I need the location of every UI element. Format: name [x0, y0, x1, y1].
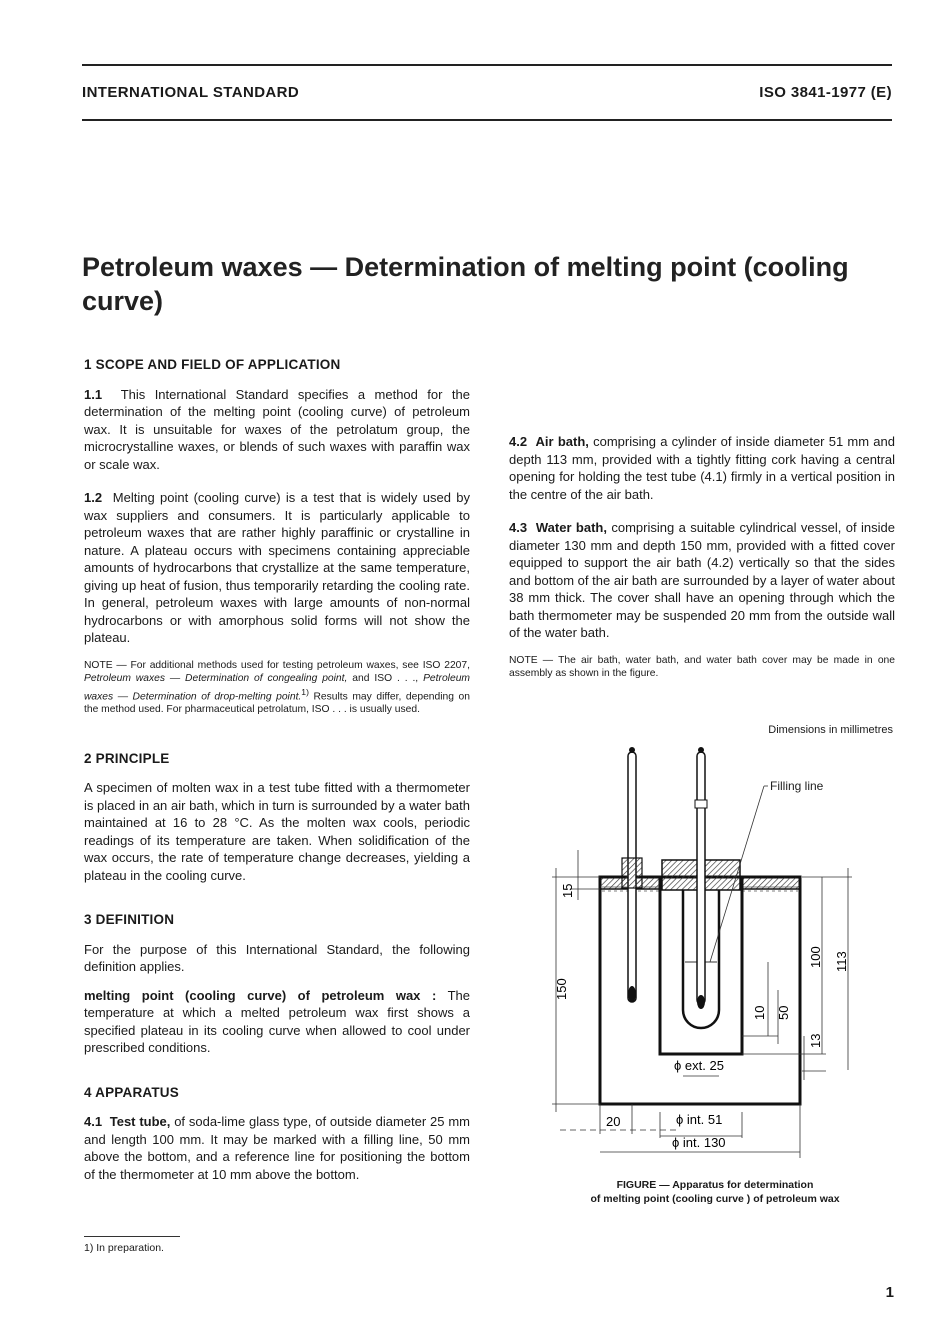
figure-caption-line-2: of melting point (cooling curve ) of petroleum wax	[590, 1193, 840, 1205]
definition-intro: For the purpose of this International Standard, the following definition applies.	[84, 941, 470, 975]
dim-20: 20	[606, 1114, 621, 1129]
filling-line-label: Filling line	[770, 779, 824, 793]
dim-113: 113	[834, 951, 849, 972]
left-column	[84, 356, 470, 1183]
page-number: 1	[885, 1284, 894, 1301]
footnote: 1) In preparation.	[84, 1242, 164, 1254]
clause-label: Water bath,	[535, 520, 607, 535]
top-rule	[82, 64, 892, 66]
footnote-reference: 1)	[301, 686, 309, 697]
clause-text: Melting point (cooling curve) is a test that is widely used by wax suppliers and consumers. It is particularly applicable to petroleum waxes that are rather highly paraffinic or crystalline in nature. A plateau occurs with specimens containing appreciable amounts of hydrocarbons that crystallize at the same temperature, giving up heat of fusion, thus temporarily retarding the cooling rate. In general, petroleum waxes with large amounts of non-normal hydrocarbons or with amorphous solid forms will not show the plateau.	[84, 490, 470, 645]
section-3-heading: 3 DEFINITION	[84, 912, 175, 928]
thermometer-clip	[695, 800, 707, 808]
dim-50: 50	[776, 1005, 791, 1020]
note-1	[84, 659, 470, 717]
dim-10: 10	[752, 1005, 767, 1020]
document-title: Petroleum waxes — Determination of melting point (cooling curve)	[82, 252, 849, 316]
header-rule	[82, 119, 892, 121]
clause-1-1	[84, 386, 470, 474]
dim-int-51: ϕ int. 51	[676, 1112, 723, 1127]
header-document-number: ISO 3841-1977 (E)	[759, 84, 892, 101]
note-text: NOTE — For additional methods used for testing petroleum waxes, see ISO 2207,	[84, 659, 470, 671]
definition-term: melting point (cooling curve) of petroleum wax :	[84, 987, 437, 1003]
thermometer-top	[698, 747, 704, 753]
clause-number: 1.1	[84, 386, 103, 402]
clause-text: of soda-lime glass type, of outside diameter 25 mm and length 100 mm. It may be marked with a filling line, 50 mm above the bottom, and a reference line for positioning the bottom of the thermometer at 10 mm above the bottom.	[84, 1114, 470, 1182]
thermometer-holder	[622, 858, 642, 888]
right-column	[509, 356, 895, 681]
note-text: and ISO . . .,	[352, 673, 419, 684]
dim-ext-25: ϕ ext. 25	[674, 1058, 724, 1073]
definition-text: The temperature at which a melted petroleum wax first shows a specified plateau in its cooling curve when allowed to cool under prescribed conditions.	[84, 987, 470, 1056]
figure-caption-line-1: FIGURE — Apparatus for determination	[616, 1179, 814, 1191]
dim-100: 100	[808, 946, 823, 968]
clause-number: 4.2	[509, 434, 528, 449]
note-2: NOTE — The air bath, water bath, and water bath cover may be made in one assembly as shown in the figure.	[509, 654, 895, 679]
apparatus-figure	[520, 740, 900, 1160]
clause-text: comprising a suitable cylindrical vessel, of inside diameter 130 mm and depth 150 mm, provided with a fitted cover equipped to support the air bath (4.2) vertically so that the sides and bottom of the air bath are surrounded by a layer of water about 38 mm thick. The cover shall have an opening through which the bath thermometer may be suspended 20 mm from the outside wall of the water bath.	[509, 520, 895, 640]
definition-term-block	[84, 987, 470, 1057]
dim-13: 13	[808, 1033, 823, 1048]
header-standard-label: INTERNATIONAL STANDARD	[82, 84, 300, 101]
clause-label: Air bath,	[535, 434, 589, 449]
thermometer-bulb	[628, 986, 636, 1002]
dim-15: 15	[560, 883, 575, 898]
section-4-heading: 4 APPARATUS	[84, 1084, 179, 1100]
principle-text: A specimen of molten wax in a test tube fitted with a thermometer is placed in an air bath, which in turn is surrounded by a water bath maintained at 16 to 28 °C. As the molten wax cools, periodic readings of its temperature are taken. When solidification of the wax occurs, the rate of temperature change decreases, yielding a plateau in the cooling curve.	[84, 780, 470, 883]
clause-number: 4.1	[84, 1114, 103, 1130]
clause-1-2	[84, 489, 470, 647]
note-text-italic: Petroleum waxes — Determination of drop-melting point.	[84, 673, 470, 702]
dimension-lines-right	[742, 868, 852, 1080]
section-1-heading: 1 SCOPE AND FIELD OF APPLICATION	[84, 357, 341, 372]
section-2-heading: 2 PRINCIPLE	[84, 750, 170, 766]
thermometer-top	[629, 747, 635, 753]
clause-text: comprising a cylinder of inside diameter 51 mm and depth 113 mm, provided with a tightly fitting cork having a central opening for holding the test tube (4.1) firmly in a vertical position in the centre of the air bath.	[509, 434, 895, 502]
clause-4-2	[509, 433, 895, 503]
dim-int-130: ϕ int. 130	[672, 1135, 726, 1150]
figure-dimensions-note: Dimensions in millimetres	[768, 724, 893, 736]
clause-4-1	[84, 1113, 470, 1183]
footnote-rule	[84, 1236, 180, 1237]
figure-caption	[540, 1178, 890, 1206]
clause-label: Test tube,	[109, 1114, 171, 1130]
dim-150: 150	[554, 978, 569, 1000]
thermometer-bulb	[697, 995, 705, 1009]
clause-number: 1.2	[84, 490, 103, 505]
clause-text: This International Standard specifies a method for the determination of the melting point (cooling curve) of petroleum wax. It is unsuitable for waxes of the petrolatum group, the microcrystalline waxes, or blends of such waxes with paraffin wax or scale wax.	[84, 386, 470, 472]
note-text: Results may differ, depending on the method used. For pharmaceutical petrolatum, ISO . . . is usually used.	[84, 690, 470, 716]
note-text-italic: Petroleum waxes — Determination of congealing point,	[84, 673, 348, 684]
clause-4-3	[509, 519, 895, 642]
clause-number: 4.3	[509, 520, 528, 535]
test-thermometer	[697, 752, 705, 1004]
